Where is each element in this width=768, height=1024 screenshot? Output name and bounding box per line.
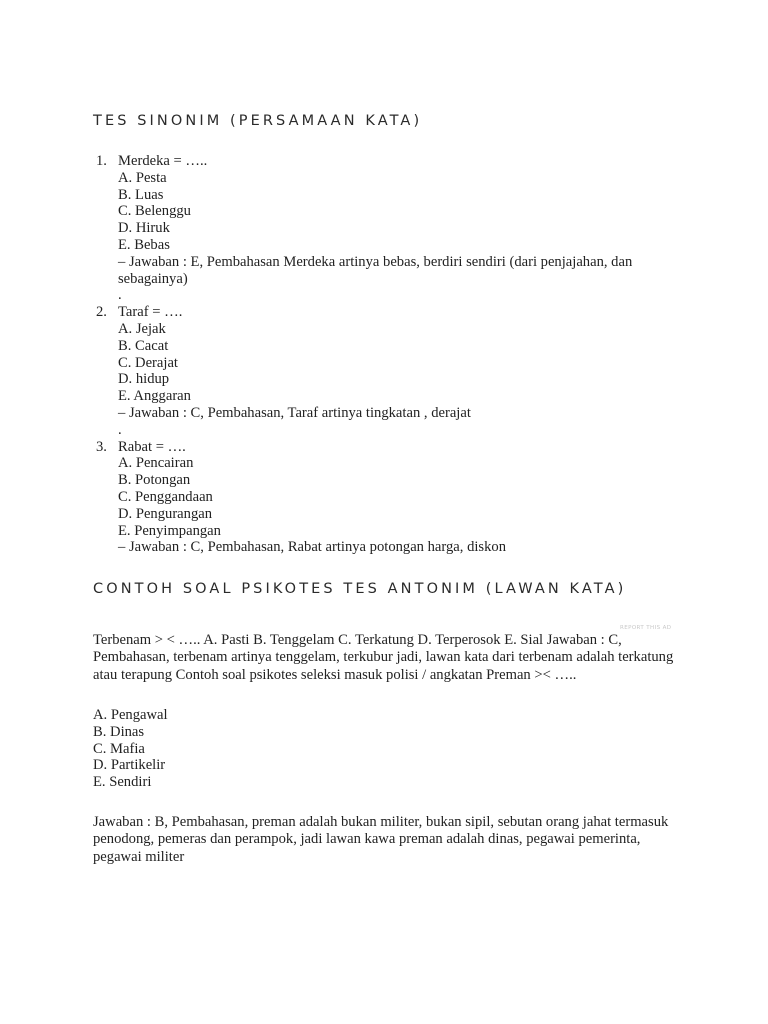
option-a: A. Pengawal	[93, 707, 168, 723]
option-b: B. Cacat	[118, 337, 169, 354]
option-d: D. Hiruk	[118, 220, 170, 237]
question-title: Taraf = ….	[118, 304, 183, 321]
question-title: Merdeka = …..	[118, 153, 208, 169]
answer-paragraph: Jawaban : B, Pembahasan, preman adalah bukan militer, bukan sipil, sebutan orang jahat termasuk penodong, pemeras dan perampok, jadi lawan kawa preman adalah dinas, pegawai pemerinta, pegawai militer	[93, 814, 669, 865]
answer-explanation: – Jawaban : C, Pembahasan, Taraf artinya tingkatan , derajat	[118, 404, 471, 421]
option-e: E. Bebas	[118, 236, 170, 253]
section-heading-antonim: CONTOH SOAL PSIKOTES TES ANTONIM (LAWAN KATA)	[93, 581, 627, 597]
question-title: Rabat = ….	[118, 438, 186, 455]
question-number: 3.	[96, 438, 107, 455]
option-a: A. Pesta	[118, 169, 167, 186]
answer-explanation: – Jawaban : C, Pembahasan, Rabat artinya potongan harga, diskon	[118, 539, 506, 556]
antonim-options	[93, 707, 168, 791]
option-e: E. Anggaran	[118, 388, 191, 405]
option-c: C. Penggandaan	[118, 488, 213, 505]
report-ad-link[interactable]: REPORT THIS AD	[620, 625, 672, 631]
option-c: C. Mafia	[93, 740, 145, 757]
question-number: 2.	[96, 304, 107, 321]
option-e: E. Penyimpangan	[118, 522, 221, 539]
separator-dot: .	[118, 287, 122, 304]
option-c: C. Belenggu	[118, 203, 191, 220]
option-b: B. Dinas	[93, 723, 145, 740]
question-number: 1.	[96, 153, 107, 169]
option-b: B. Luas	[118, 186, 164, 203]
question-item	[93, 304, 693, 438]
option-d: D. Partikelir	[93, 757, 166, 774]
option-e: E. Sendiri	[93, 774, 152, 791]
question-item	[93, 153, 693, 304]
option-b: B. Potongan	[118, 472, 191, 489]
question-item	[93, 439, 693, 557]
antonim-paragraph: Terbenam > < ….. A. Pasti B. Tenggelam C. Terkatung D. Terperosok E. Sial Jawaban : C, Pembahasan, terbenam artinya tenggelam, terkubur jadi, lawan kata dari terbenam adalah terkatung atau terapung Contoh soal psikotes seleksi masuk polisi / angkatan Preman >< …..	[93, 632, 674, 683]
option-d: D. hidup	[118, 371, 170, 388]
section-heading-sinonim: TES SINONIM (PERSAMAAN KATA)	[93, 113, 423, 129]
option-a: A. Pencairan	[118, 455, 194, 472]
separator-dot: .	[118, 421, 122, 438]
option-a: A. Jejak	[118, 320, 166, 337]
answer-explanation: – Jawaban : E, Pembahasan Merdeka artinya bebas, berdiri sendiri (dari penjajahan, dan sebagainya)	[118, 253, 633, 287]
option-c: C. Derajat	[118, 354, 178, 371]
option-d: D. Pengurangan	[118, 505, 213, 522]
question-list	[93, 153, 693, 556]
